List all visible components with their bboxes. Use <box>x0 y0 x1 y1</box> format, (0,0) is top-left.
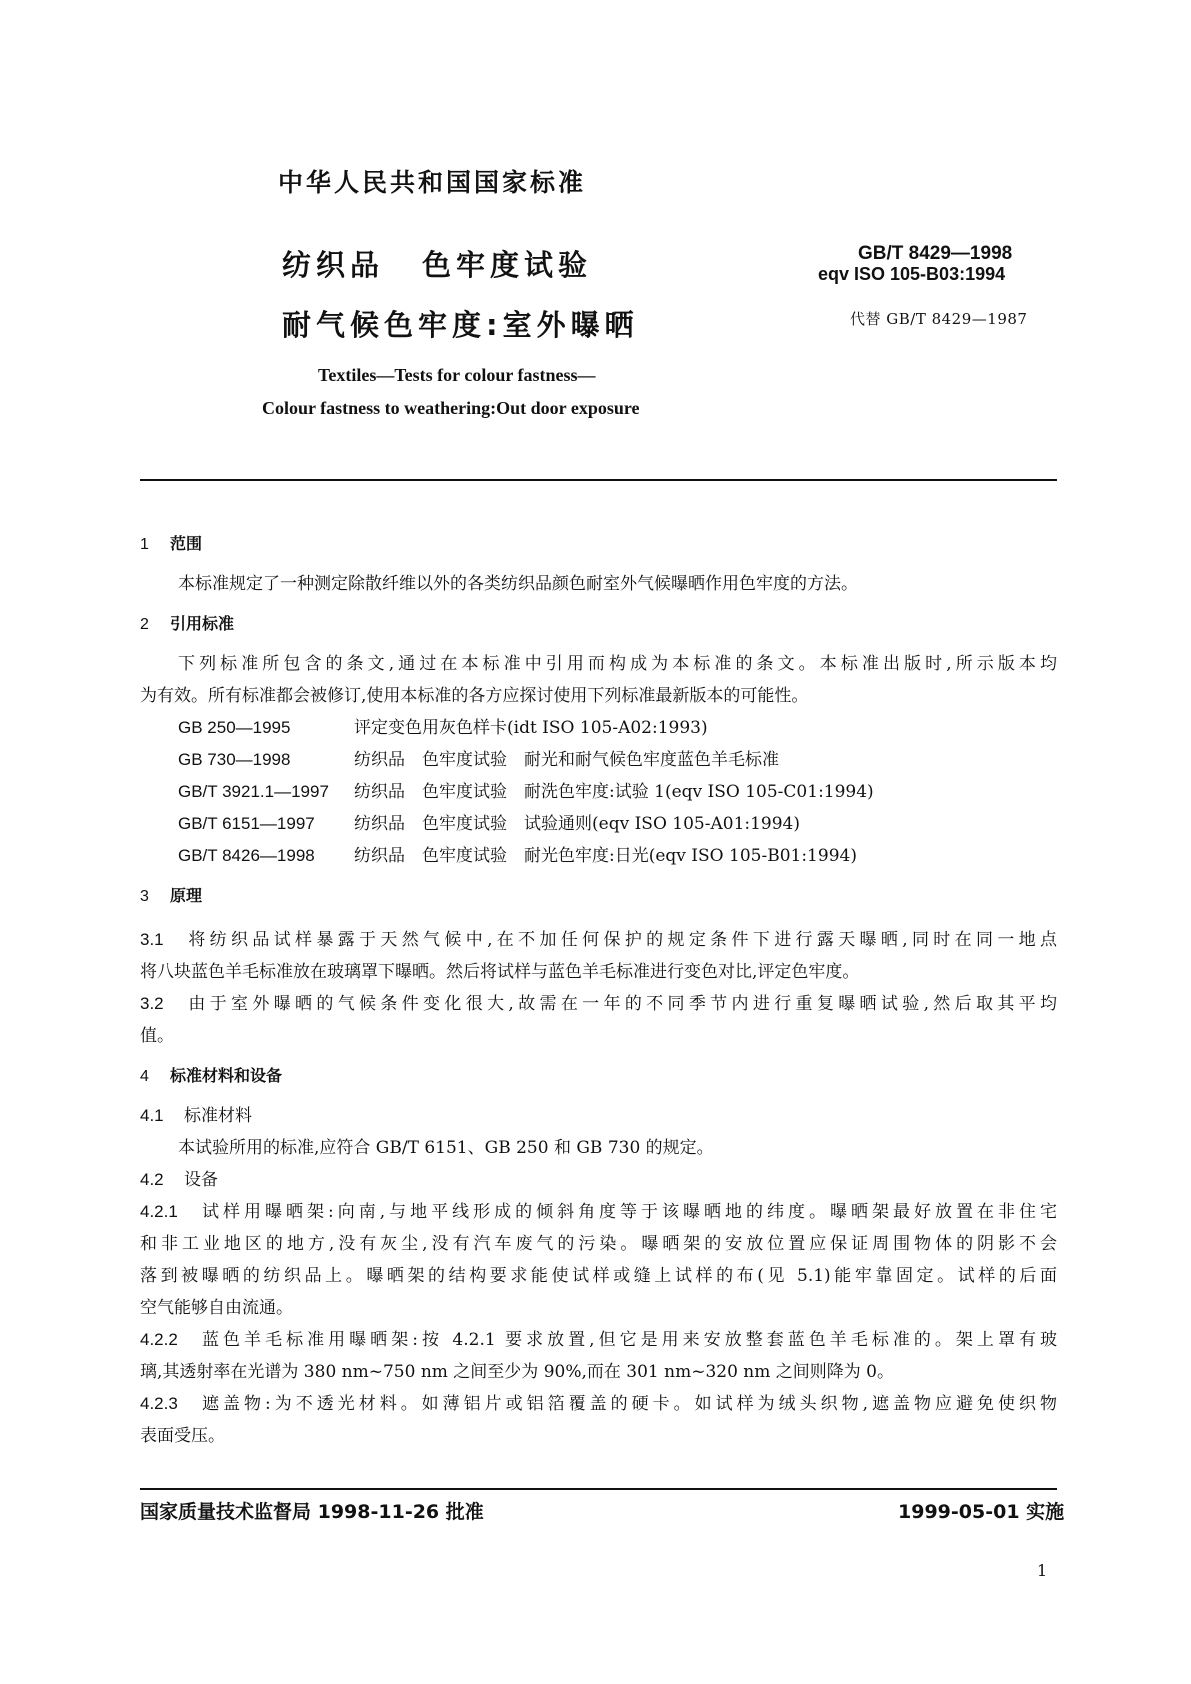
section-heading-3: 3 原理 <box>140 886 203 905</box>
paragraph-line: 和非工业地区的地方,没有灰尘,没有汽车废气的污染。曝晒架的安放位置应保证周围物体的阴影不会 <box>140 1234 1057 1254</box>
title-cn-part-a: 纺织品 <box>282 248 385 282</box>
implementation-date: 1999-05-01 实施 <box>898 1501 1065 1523</box>
paragraph: 本试验所用的标准,应符合 GB/T 6151、GB 250 和 GB 730 的规定。 <box>178 1138 714 1158</box>
paragraph-line: 璃,其透射率在光谱为 380 nm~750 nm 之间至少为 90%,而在 301 nm~320 nm 之间则降为 0。 <box>140 1362 895 1382</box>
reference-item: GB 250—1995 评定变色用灰色样卡(idt ISO 105-A02:1993) <box>178 718 708 738</box>
clause-4-2-1: 4.2.1 试样用曝晒架:向南,与地平线形成的倾斜角度等于该曝晒地的纬度。曝晒架最好放置在非住宅 <box>140 1202 1057 1222</box>
clause-3-1: 3.1 将纺织品试样暴露于天然气候中,在不加任何保护的规定条件下进行露天曝晒,同时在同一地点 <box>140 930 1057 950</box>
reference-item: GB/T 8426—1998 纺织品 色牢度试验 耐光色牢度:日光(eqv ISO 105-B01:1994) <box>178 846 857 866</box>
paragraph-line: 表面受压。 <box>140 1426 225 1446</box>
paragraph-line: 落到被曝晒的纺织品上。曝晒架的结构要求能使试样或缝上试样的布(见 5.1)能牢靠固定。试样的后面 <box>140 1266 1057 1286</box>
paragraph-line: 为有效。所有标准都会被修订,使用本标准的各方应探讨使用下列标准最新版本的可能性。 <box>140 686 809 706</box>
section-heading-2: 2 引用标准 <box>140 614 235 633</box>
paragraph-line: 值。 <box>140 1026 174 1046</box>
paragraph-line: 将八块蓝色羊毛标准放在玻璃罩下曝晒。然后将试样与蓝色羊毛标准进行变色对比,评定色牢度。 <box>140 962 860 982</box>
clause-3-2: 3.2 由于室外曝晒的气候条件变化很大,故需在一年的不同季节内进行重复曝晒试验,然后取其平均 <box>140 994 1057 1014</box>
reference-item: GB/T 3921.1—1997 纺织品 色牢度试验 耐洗色牢度:试验 1(eqv ISO 105-C01:1994) <box>178 782 874 802</box>
reference-item: GB 730—1998 纺织品 色牢度试验 耐光和耐气候色牢度蓝色羊毛标准 <box>178 750 779 770</box>
section-heading-4: 4 标准材料和设备 <box>140 1066 283 1085</box>
title-en-line1: Textiles—Tests for colour fastness— <box>318 365 596 385</box>
clause-4-2-3: 4.2.3 遮盖物:为不透光材料。如薄铝片或铝箔覆盖的硬卡。如试样为绒头织物,遮盖物应避免使织物 <box>140 1394 1057 1414</box>
footer-divider <box>140 1488 1057 1490</box>
page-number: 1 <box>1037 1561 1048 1580</box>
paragraph-line: 空气能够自由流通。 <box>140 1298 293 1318</box>
national-standard-heading: 中华人民共和国国家标准 <box>278 168 587 197</box>
paragraph-line: 下列标准所包含的条文,通过在本标准中引用而构成为本标准的条文。本标准出版时,所示版本均 <box>178 654 1057 674</box>
paragraph: 本标准规定了一种测定除散纤维以外的各类纺织品颜色耐室外气候曝晒作用色牢度的方法。 <box>178 574 858 594</box>
replaces-note: 代替 GB/T 8429—1987 <box>850 310 1028 328</box>
title-en-line2: Colour fastness to weathering:Out door exposure <box>262 398 640 418</box>
clause-4-2: 4.2 设备 <box>140 1170 218 1190</box>
clause-4-1: 4.1 标准材料 <box>140 1106 252 1126</box>
document-body <box>140 528 1057 1452</box>
standard-code: GB/T 8429—1998 <box>858 243 1013 264</box>
header-divider <box>140 479 1057 481</box>
iso-equivalence: eqv ISO 105-B03:1994 <box>818 264 1006 284</box>
title-cn-part-b: 色牢度试验 <box>422 248 593 282</box>
section-heading-1: 1 范围 <box>140 534 203 553</box>
clause-4-2-2: 4.2.2 蓝色羊毛标准用曝晒架:按 4.2.1 要求放置,但它是用来安放整套蓝色羊毛标准的。架上罩有玻 <box>140 1330 1057 1350</box>
title-cn-line1 <box>282 243 592 284</box>
reference-item: GB/T 6151—1997 纺织品 色牢度试验 试验通则(eqv ISO 105-A01:1994) <box>178 814 801 834</box>
approval-date: 国家质量技术监督局 1998-11-26 批准 <box>140 1501 484 1523</box>
title-cn-line2: 耐气候色牢度:室外曝晒 <box>282 308 639 342</box>
